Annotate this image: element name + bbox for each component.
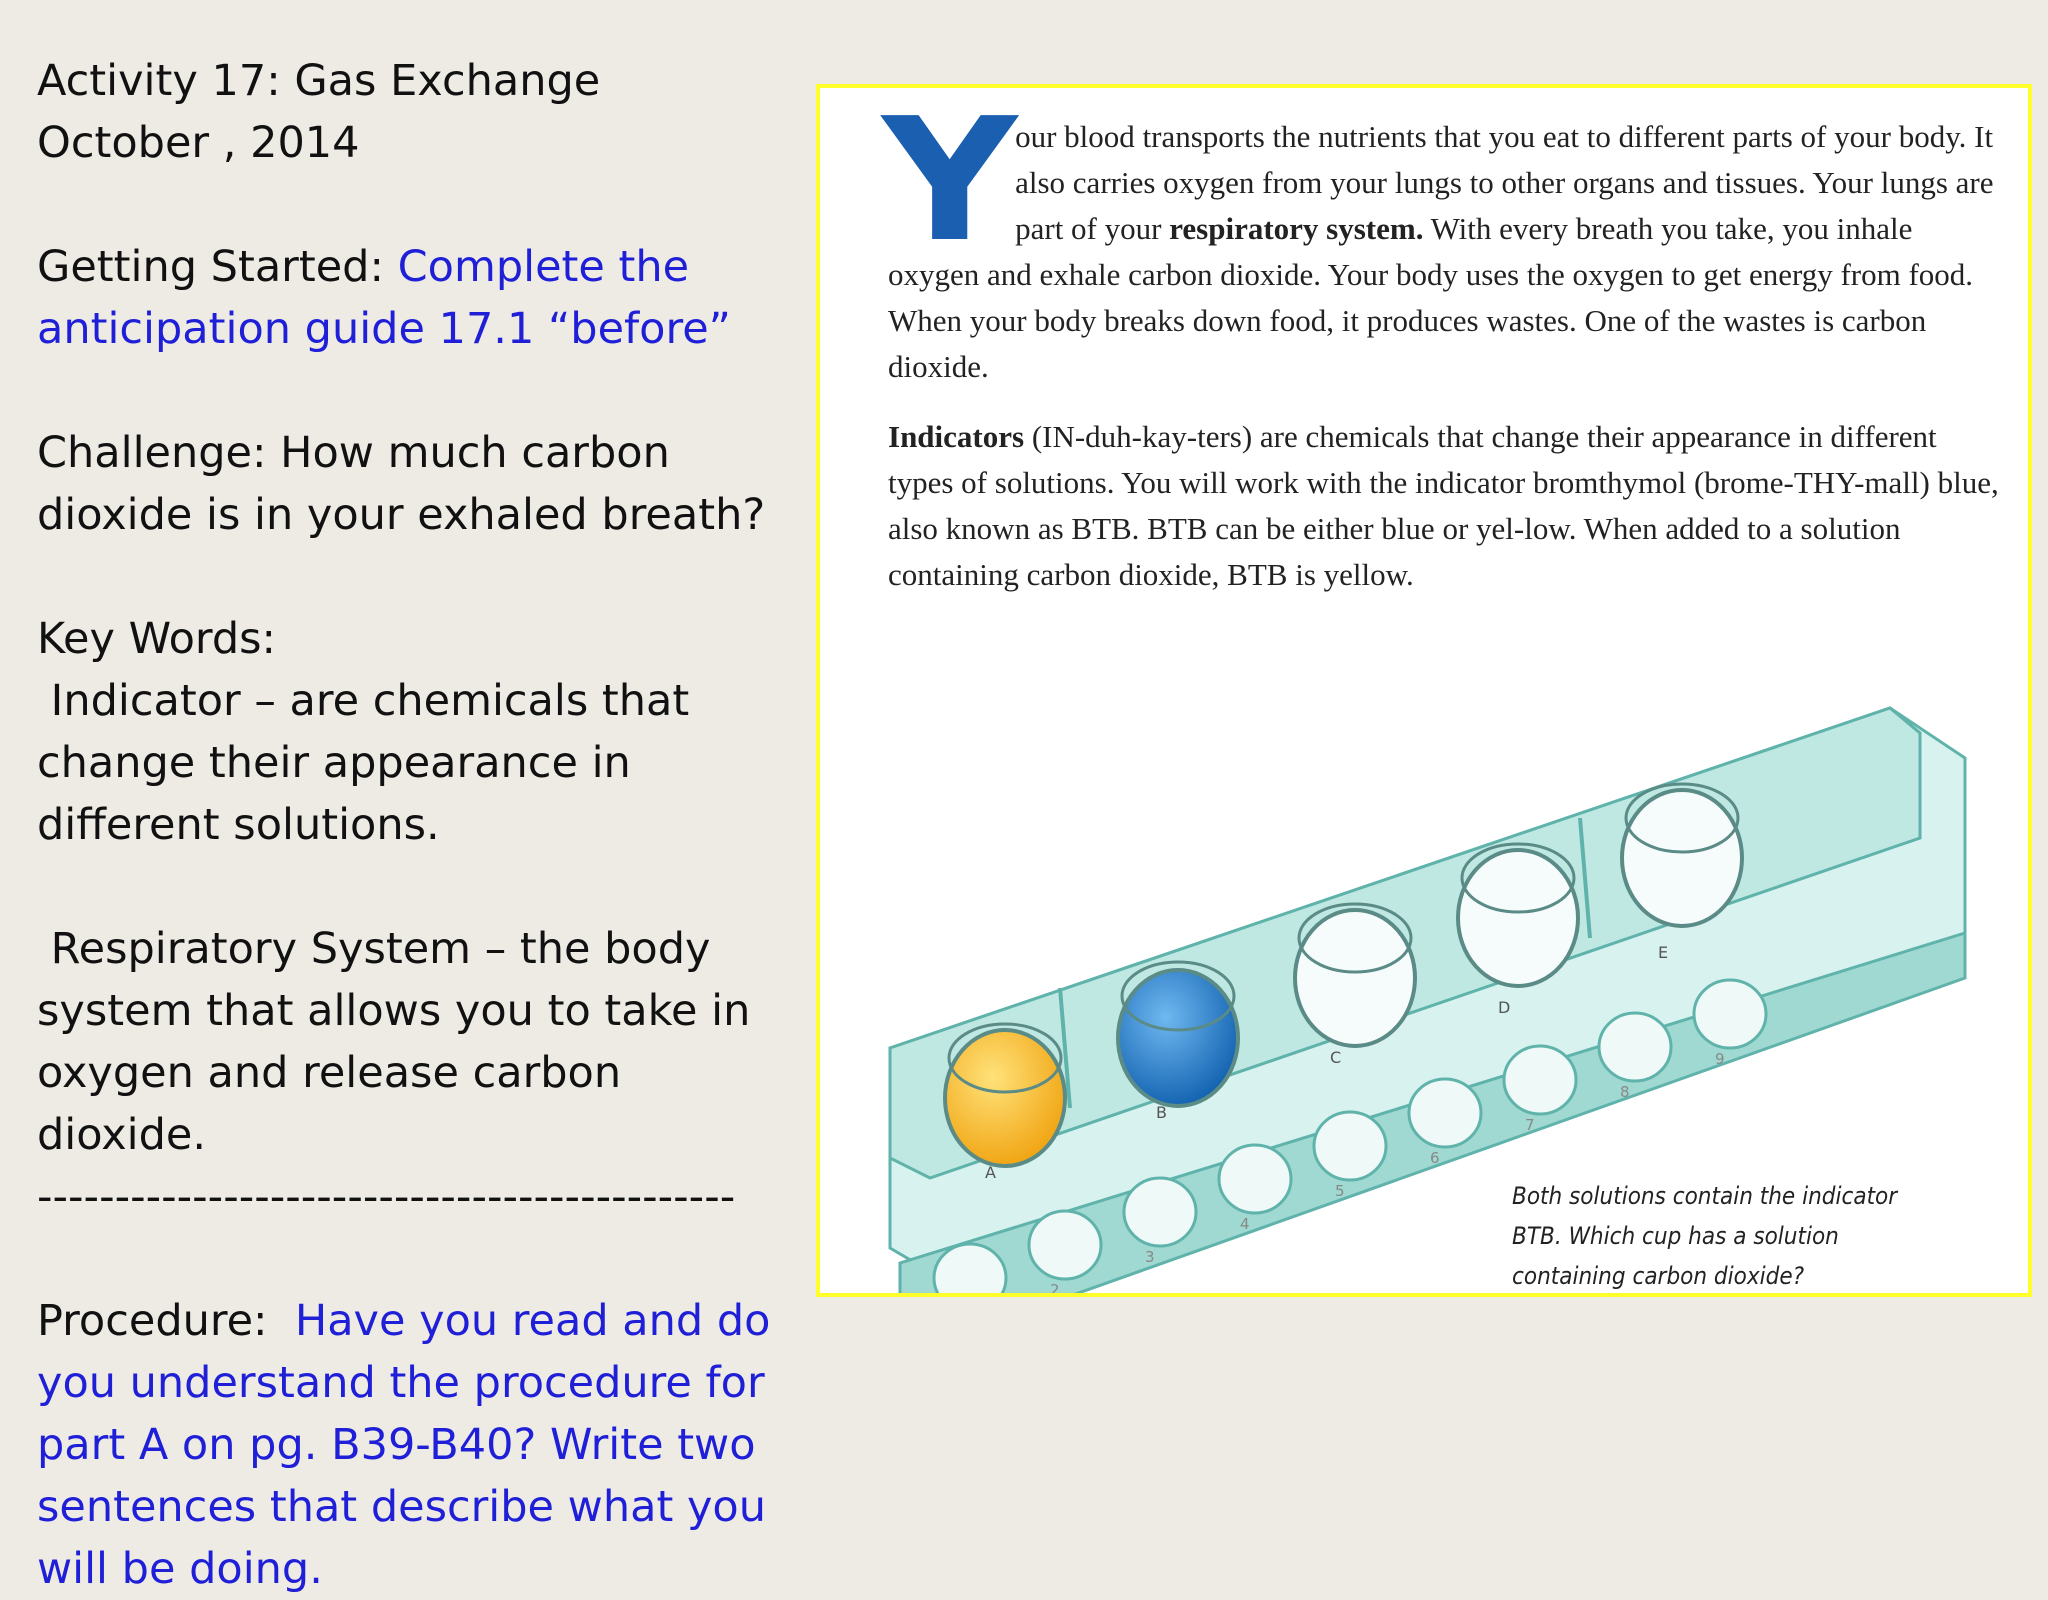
textbook-text	[882, 84, 2008, 598]
cup-label: E	[1658, 943, 1669, 962]
well-label: 5	[1335, 1182, 1345, 1200]
divider: ---------------------------------------------	[37, 1172, 736, 1222]
getting-started	[37, 236, 797, 360]
procedure-text: Have you read and do you understand the procedure for part A on pg. B39-B40? Write two sentences that describe what you will be doing.	[37, 1296, 771, 1594]
procedure	[37, 1290, 797, 1600]
para1-bold: respiratory system.	[1169, 211, 1424, 246]
cup-label: A	[985, 1163, 996, 1182]
cup-label: D	[1498, 998, 1511, 1017]
para1-text-a: our blood transports the nutrients that you eat to different parts of your body. It also carries oxygen from your lungs to other organs and tissues. Your lungs are part of your	[1015, 119, 1994, 246]
para2-text: (IN-duh-kay-ters) are chemicals that change their appearance in different types of solutions. You will work with the indicator bromthymol (brome-THY-mall) blue, also known as BTB. BTB can be either blue or yel-low. When added to a solution containing carbon dioxide, BTB is yellow.	[888, 419, 1999, 592]
key-word-respiratory: Respiratory System – the body system that allows you to take in oxygen and release carbon dioxide.	[37, 924, 764, 1160]
textbook-excerpt	[816, 84, 2032, 1332]
well-label: 6	[1430, 1149, 1440, 1167]
para2-bold: Indicators	[888, 419, 1025, 454]
well-label: 3	[1145, 1248, 1155, 1266]
procedure-label: Procedure:	[37, 1296, 295, 1346]
well-label: 9	[1715, 1050, 1725, 1068]
getting-started-label: Getting Started:	[37, 242, 398, 292]
cup-label: B	[1156, 1103, 1167, 1122]
key-word-indicator: Indicator – are chemicals that change their appearance in different solutions.	[37, 676, 703, 850]
slide-date: October , 2014	[37, 118, 360, 168]
slide-title: Activity 17: Gas Exchange	[37, 56, 601, 106]
cup-label: C	[1330, 1048, 1342, 1067]
getting-started-text: Complete the anticipation guide 17.1 “before”	[37, 242, 731, 354]
textbook-paragraph-2	[888, 414, 2008, 598]
drop-cap: Y	[882, 84, 1018, 280]
para1-text-b: With every breath you take, you inhale oxygen and exhale carbon dioxide. Your body uses the oxygen to get energy from food. When your body breaks down food, it produces wastes. One of the wastes is carbon dioxide.	[888, 211, 1974, 384]
well-label: 4	[1240, 1215, 1250, 1233]
textbook-paragraph-1	[882, 84, 2008, 390]
challenge: Challenge: How much carbon dioxide is in your exhaled breath?	[37, 428, 766, 540]
figure-caption: Both solutions contain the indicator BTB. Which cup has a solution containing carbon dioxide?	[1512, 1182, 1898, 1290]
well-1: 1	[934, 1244, 1006, 1297]
well-label: 2	[1050, 1281, 1060, 1299]
well-label: 7	[1525, 1116, 1535, 1134]
well-label: 8	[1620, 1083, 1630, 1101]
key-words-heading: Key Words:	[37, 614, 277, 664]
slide-text-column	[37, 50, 797, 1600]
